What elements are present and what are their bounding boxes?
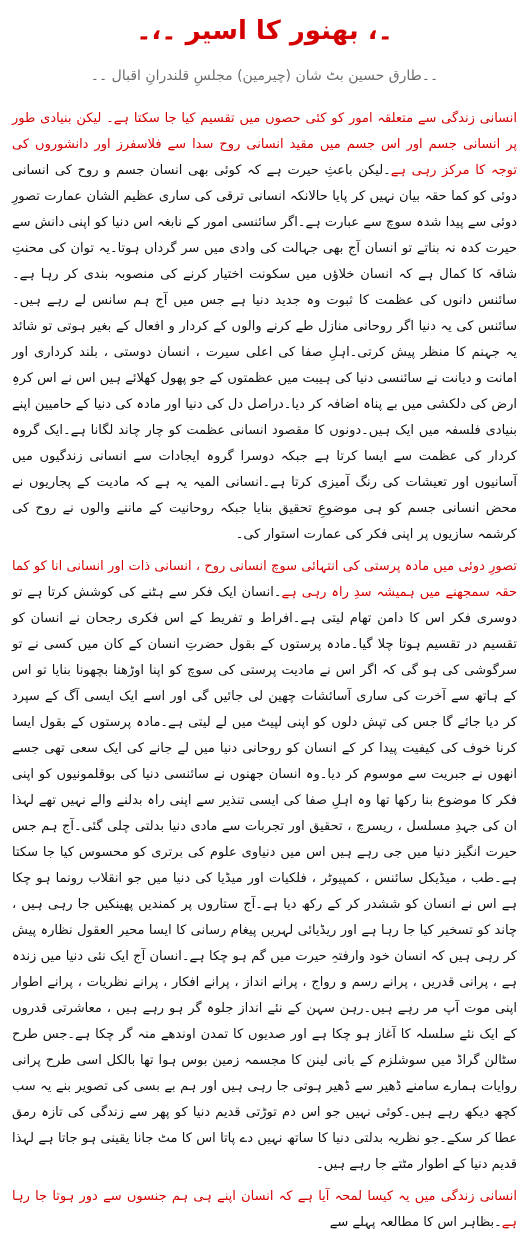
- paragraph-2-body: ۔انسان ایک فکر سے ہٹنے کی کوشش کرتا ہے تو دوسری فکر اس کا دامن تھام لیتی ہے۔افراط و تفریط کے اس فکری رجحان نے انسان کو تقسیم در تقسیم ہوتا چلا گیا۔مادہ پرستوں کے بقول حضرتِ انسان کے کان میں کسی نے تو سرگوشی کی ہو گی کہ اگر اس نے مادیت پرستی کی سوچ کو اپنا اوڑھنا بچھونا بنایا تو اس کے ہاتھ سے آخرت کی ساری آسائشات چھین لی جائیں گی اور اسے ایک ایسی آگ کے سپرد کر دیا جائے گا جس کی تپش دلوں کو اپنی لپیٹ میں لے لیتی ہے۔مادہ پرستوں کے بقول ایسا کرنا خوف کی کیفیت پیدا کر کے انسان کو روحانی دنیا میں لے جانے کی ایک سعی تھی جسے انھوں نے جبریت سے موسوم کر دیا۔وہ انسان جھنوں نے سائنسی دنیا کی بوقلمونیوں کو اپنی فکر کا موضوع بنا رکھا تھا وہ اہلِ صفا کی ایسی تنذیر سے اپنی راہ بدلنے والے نہیں تھے لہذا ان کی جہدِ مسلسل ، ریسرچ ، تحقیق اور تجربات سے مادی دنیا بدلتی چلی گئی۔آج ہم جس حیرت انگیز دنیا میں جی رہے ہیں اس میں دنیاوی علوم کی برتری کو محسوس کیا جا سکتا ہے۔طب ، میڈیکل سائنس ، کمپیوٹر ، فلکیات اور میڈیا کی دنیا میں جو انقلاب رونما ہو چکا ہے اس نے انسان کو ششدر کر کے رکھ دیا ہے۔آج ستاروں پر کمندیں پھینکیں جا رہی ہیں ، چاند کو تسخیر کیا جا رہا ہے اور ریڈیائی لہریں پیغام رسانی کا ایسا محیر العقول نظارہ پیش کر رہی ہیں کہ انسان خود وارفتہِ حیرت میں گم ہو چکا ہے۔انسان آج ایک نئی دنیا میں زندہ ہے ، پرانی قدریں ، پرانے رسم و رواج ، پرانے انداز ، پرانے افکار ، پرانے نظریات ، پرانے اطوار اپنی موت آپ مر رہے ہیں۔رہن سہن کے نئے انداز جلوہ گر ہو رہے ہیں ، معاشرتی قدروں کے ایک نئے سلسلہ کا آغاز ہو چکا ہے اور صدیوں کا تمدن اوندھے منہ گر چکا ہے۔جس طرح سٹالن گراڈ میں سوشلزم کے بانی لینن کا مجسمہ زمین بوس ہوا تھا بالکل اسی طرح پرانی روایات ہمارے سامنے ڈھیر سے ڈھیر ہوتی جا رہی ہیں اور ہم بے بسی کی تصویر بنے یہ سب کچھ دیکھ رہے ہیں۔کوئی نہیں جو اس دم توڑتی قدیم دنیا کو پھر سے زندگی کی تازہ رمق عطا کر سکے۔جو نظریہ بدلتی دنیا کا ساتھ نہیں دے پاتا اس کا مٹ جانا یقینی ہو جاتا ہے لہذا قدیم دنیا کے اطوار مٹتے جا رہے ہیں۔: [12, 585, 517, 1172]
- paragraph-2: [12, 554, 517, 1178]
- paragraph-2-highlight: تصورِ دوئی میں مادہ پرستی کی انتہائی سوچ انسانی روح ، انسانی ذات اور انسانی انا کو کما حقہ سمجھنے میں ہمیشہ سدِ راہ رہی ہے: [12, 559, 517, 600]
- paragraph-1-body: ۔لیکن باعثِ حیرت ہے کہ کوئی بھی انسان جسم و روح کی انسانی دوئی کو کما حقہ بیان نہیں کر پایا حالانکہ انسانی ترقی کی ساری عظیم الشان عمارت تصورِ دوئی سے پیدا شدہ سوچ سے عبارت ہے۔اگر سائنسی امور کے نابغہ اس دنیا کو اپنی دانش سے حیرت کدہ نہ بناتے تو انسان آج بھی جہالت کی وادی میں سر گرداں ہوتا۔یہ توان کی محنتِ شاقہ کا کمال ہے کہ انسان خلاؤں میں سکونت اختیار کرنے کی منصوبہ بندی کر رہا ہے۔سائنس دانوں کی عظمت کا ثبوت وہ جدید دنیا ہے جس میں آج ہم سانس لے رہے ہیں۔سائنس کی یہ دنیا اگر روحانی منازل طے کرنے والوں کے کردار و افعال کے بغیر ہوتی تو شائد یہ جہنم کا منظر پیش کرتی۔اہلِ صفا کی اعلی سیرت ، انسان دوستی ، بلند کرداری اور امانت و دیانت نے سائنسی دنیا کی ہیبت میں عظمتوں کے جو پھول کھلائے ہیں اس نے اس کرہِ ارض کی دلکشی میں بے پناہ اضافہ کر دیا۔دراصل دل کی دنیا اور مادہ کی دنیا کے حامیین اپنے بنیادی فلسفہ میں ایک ہیں۔دونوں کا مقصود انسانی عظمت کو چار چاند لگانا ہے۔ایک گروہ کردار کی عظمت سے ایسا کرتا ہے جبکہ دوسرا گروہ ایجادات سے انسانی زندگیوں میں آسانیوں اور تعیشات کی رنگ آمیزی کرتا ہے۔انسانی المیہ یہ ہے کہ مادیت کے پجاریوں نے محض انسانی جسم کو ہی موضوعِ تحقیق بنایا جبکہ روحانیت کے ماننے والوں نے روح کی کرشمہ سازیوں پر اپنی فکر کی عمارت استوار کی۔: [12, 163, 517, 542]
- paragraph-3-highlight: انسانی زندگی میں یہ کیسا لمحہ آیا ہے کہ انسان اپنے ہی ہم جنسوں سے دور ہوتا جا رہا ہے: [12, 1189, 517, 1230]
- paragraph-1-highlight: انسانی زندگی سے متعلقہ امور کو کئی حصوں میں تقسیم کیا جا سکتا ہے۔ لیکن بنیادی طور پر انسانی جسم اور اس جسم میں مقید انسانی روح سدا سے فلاسفرز اور دانشوروں کی توجہ کا مرکز رہی ہے: [12, 111, 517, 178]
- paragraph-1: [12, 106, 517, 548]
- article-title: ۔، بھنور کا اسیر ۔،۔: [136, 16, 393, 46]
- paragraph-3: [12, 1184, 517, 1236]
- paragraph-3-body: ۔بظاہر اس کا مطالعہ پہلے سے: [329, 1215, 502, 1230]
- article-byline: ۔۔طارق حسین بٹ شان (چیرمین) مجلسِ قلندرانِ اقبال ۔۔: [90, 68, 439, 84]
